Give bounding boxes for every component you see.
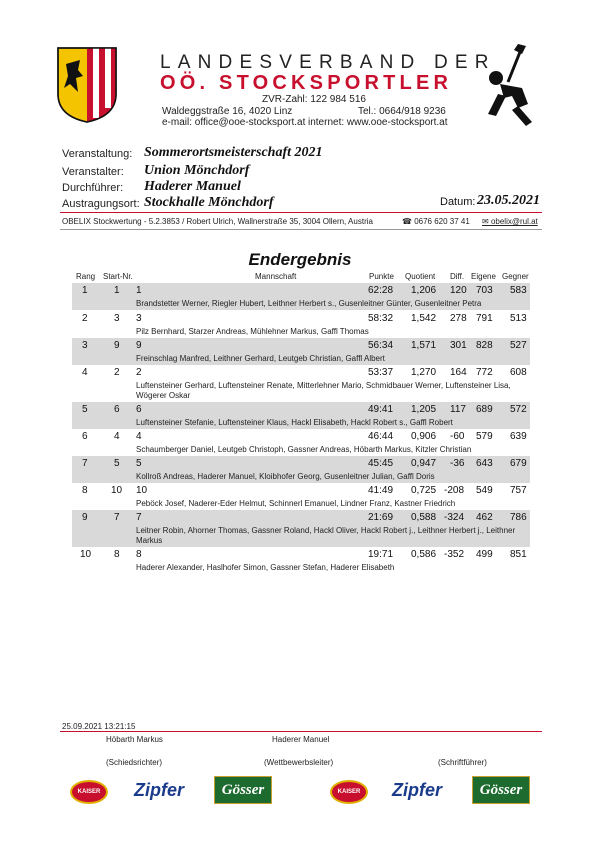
federation-subtitle: OÖ. STOCKSPORTLER <box>160 72 453 94</box>
zvr-number: ZVR-Zahl: 122 984 516 <box>262 94 366 105</box>
start-nr: 8 <box>114 549 120 560</box>
gegner: 639 <box>510 431 527 442</box>
result-row <box>72 483 530 510</box>
start-nr: 1 <box>114 285 120 296</box>
address: Waldeggstraße 16, 4020 Linz <box>162 106 293 117</box>
team: 2 <box>136 367 142 378</box>
eigene: 643 <box>476 458 493 469</box>
team: 5 <box>136 458 142 469</box>
eigene: 772 <box>476 367 493 378</box>
diff: 117 <box>450 404 466 415</box>
result-row <box>72 311 530 338</box>
quotient: 1,270 <box>411 367 437 378</box>
col-punkte: Punkte <box>369 272 394 281</box>
result-row <box>72 547 530 574</box>
diff: -36 <box>450 458 465 469</box>
team: 9 <box>136 340 142 351</box>
col-rang: Rang <box>76 272 96 281</box>
kaiser-logo-text: KAISER <box>337 789 361 795</box>
stocksport-player-icon <box>478 42 544 133</box>
secretary-role: (Schriftführer) <box>438 758 487 767</box>
diff: -324 <box>444 512 465 523</box>
result-row <box>72 456 530 483</box>
kaiser-logo-icon <box>70 780 108 804</box>
col-quotient: Quotient <box>405 272 436 281</box>
team-players: Haderer Alexander, Haslhofer Simon, Gassner Stefan, Haderer Elisabeth <box>136 563 395 572</box>
team-players: Luftensteiner Stefanie, Luftensteiner Klaus, Hackl Elisabeth, Hackl Robert s., Gaffl Robert <box>136 418 453 427</box>
team: 4 <box>136 431 142 442</box>
goesser-logo-icon: Gösser <box>214 776 272 804</box>
col-gegner: Gegner <box>502 272 529 281</box>
team-players: Leitner Robin, Ahorner Thomas, Gassner Roland, Hackl Oliver, Hackl Robert j., Leithner Herbert j., Leithner Markus <box>136 526 516 545</box>
gegner: 572 <box>510 404 527 415</box>
referee-role: (Schiedsrichter) <box>106 758 163 767</box>
durchfuehrer-value: Haderer Manuel <box>144 179 241 194</box>
datum-label: Datum: <box>440 196 476 208</box>
result-row <box>72 365 530 402</box>
col-eigene: Eigene <box>471 272 496 281</box>
durchfuehrer-label: Durchführer: <box>62 182 124 194</box>
rang: 3 <box>82 340 88 351</box>
result-row <box>72 510 530 547</box>
start-nr: 10 <box>111 485 123 496</box>
quotient: 0,586 <box>411 549 437 560</box>
eigene: 499 <box>476 549 493 560</box>
competition-leader-name: Haderer Manuel <box>272 735 330 744</box>
team: 10 <box>136 485 148 496</box>
punkte: 45:45 <box>368 458 394 469</box>
result-row <box>72 338 530 365</box>
phone: Tel.: 0664/918 9236 <box>358 106 446 117</box>
team-players: Brandstetter Werner, Riegler Hubert, Leithner Herbert s., Gusenleitner Günter, Gusenleitner Petra <box>136 299 482 308</box>
diff: 301 <box>450 340 467 351</box>
punkte: 46:44 <box>368 431 394 442</box>
kaiser-logo-text: KAISER <box>77 789 101 795</box>
eigene: 549 <box>476 485 493 496</box>
software-email: obelix@rul.at <box>490 217 538 226</box>
diff: 164 <box>450 367 467 378</box>
start-nr: 6 <box>114 404 120 415</box>
team: 7 <box>136 512 142 523</box>
goesser-logo-icon: Gösser <box>472 776 530 804</box>
zipfer-logo-icon: Zipfer <box>392 780 443 800</box>
eigene: 703 <box>476 285 493 296</box>
veranstaltung-value: Sommerortsmeisterschaft 2021 <box>144 145 323 160</box>
gegner: 513 <box>510 313 527 324</box>
punkte: 19:71 <box>368 549 394 560</box>
rang: 9 <box>82 512 88 523</box>
coat-of-arms-icon <box>56 46 118 129</box>
result-row <box>72 402 530 429</box>
team-players: Pilz Bernhard, Starzer Andreas, Mühlehner Markus, Gaffl Thomas <box>136 327 369 336</box>
gegner: 851 <box>510 549 527 560</box>
datum-value: 23.05.2021 <box>477 193 540 208</box>
result-row <box>72 283 530 310</box>
start-nr: 2 <box>114 367 120 378</box>
team-players: Freinschlag Manfred, Leithner Gerhard, Leutgeb Christian, Gaffl Albert <box>136 354 385 363</box>
punkte: 62:28 <box>368 285 394 296</box>
rang: 2 <box>82 313 88 324</box>
diff: 278 <box>450 313 467 324</box>
gegner: 679 <box>510 458 527 469</box>
quotient: 1,205 <box>411 404 437 415</box>
website: internet: www.ooe-stocksport.at <box>308 117 448 128</box>
diff: -208 <box>444 485 465 496</box>
gegner: 608 <box>510 367 527 378</box>
gegner: 786 <box>510 512 527 523</box>
punkte: 49:41 <box>368 404 394 415</box>
rang: 5 <box>82 404 88 415</box>
software-email-link[interactable]: ✉ obelix@rul.at <box>482 217 538 226</box>
referee-name: Höbarth Markus <box>106 735 163 744</box>
team: 6 <box>136 404 142 415</box>
team: 1 <box>136 285 142 296</box>
quotient: 0,906 <box>411 431 437 442</box>
diff: -352 <box>444 549 465 560</box>
eigene: 579 <box>476 431 493 442</box>
gegner: 583 <box>510 285 527 296</box>
quotient: 1,542 <box>411 313 437 324</box>
veranstaltung-label: Veranstaltung: <box>62 148 133 160</box>
quotient: 1,206 <box>411 285 437 296</box>
austragungsort-value: Stockhalle Mönchdorf <box>144 195 274 210</box>
result-row <box>72 429 530 456</box>
competition-leader-role: (Wettbewerbsleiter) <box>264 758 334 767</box>
quotient: 0,947 <box>411 458 437 469</box>
diff: -60 <box>450 431 465 442</box>
team-players: Schaumberger Daniel, Leutgeb Christoph, Gassner Andreas, Höbarth Markus, Kitzler Christian <box>136 445 472 454</box>
quotient: 0,588 <box>411 512 437 523</box>
punkte: 56:34 <box>368 340 394 351</box>
divider <box>60 229 542 230</box>
eigene: 462 <box>476 512 493 523</box>
eigene: 828 <box>476 340 493 351</box>
divider <box>60 731 542 732</box>
software-phone: ☎ 0676 620 37 41 <box>402 217 470 226</box>
punkte: 53:37 <box>368 367 394 378</box>
email: e-mail: office@ooe-stocksport.at <box>162 117 306 128</box>
zipfer-logo-icon: Zipfer <box>134 780 185 800</box>
team: 8 <box>136 549 142 560</box>
federation-title: LANDESVERBAND DER <box>160 52 496 73</box>
start-nr: 4 <box>114 431 120 442</box>
software-info: OBELIX Stockwertung - 5.2.3853 / Robert Ulrich, Wallnerstraße 35, 3004 Ollern, Austria <box>62 217 373 226</box>
start-nr: 3 <box>114 313 120 324</box>
software-phone-number: 0676 620 37 41 <box>414 217 470 226</box>
col-mannschaft: Mannschaft <box>255 272 297 281</box>
quotient: 1,571 <box>411 340 437 351</box>
punkte: 58:32 <box>368 313 394 324</box>
col-start-nr: Start-Nr. <box>103 272 133 281</box>
result-title: Endergebnis <box>248 250 352 269</box>
rang: 4 <box>82 367 88 378</box>
kaiser-logo-icon <box>330 780 368 804</box>
rang: 7 <box>82 458 88 469</box>
veranstalter-value: Union Mönchdorf <box>144 163 250 178</box>
rang: 8 <box>82 485 88 496</box>
diff: 120 <box>450 285 467 296</box>
start-nr: 9 <box>114 340 120 351</box>
team-players: Kollroß Andreas, Haderer Manuel, Kloibhofer Georg, Gusenleitner Julian, Gaffl Doris <box>136 472 435 481</box>
eigene: 791 <box>476 313 493 324</box>
start-nr: 5 <box>114 458 120 469</box>
gegner: 527 <box>510 340 527 351</box>
team-players: Peböck Josef, Naderer-Eder Helmut, Schinnerl Emanuel, Lindner Franz, Kastner Friedrich <box>136 499 456 508</box>
start-nr: 7 <box>114 512 120 523</box>
eigene: 689 <box>476 404 493 415</box>
print-timestamp: 25.09.2021 13:21:15 <box>62 722 136 731</box>
col-diff: Diff. <box>450 272 465 281</box>
divider <box>60 212 542 213</box>
team-players: Luftensteiner Gerhard, Luftensteiner Renate, Mitterlehner Mario, Schmidbauer Werner, Luftensteiner Lisa, Wögerer Oskar <box>136 381 511 400</box>
quotient: 0,725 <box>411 485 437 496</box>
punkte: 21:69 <box>368 512 394 523</box>
austragungsort-label: Austragungsort: <box>62 198 140 210</box>
rang: 6 <box>82 431 88 442</box>
gegner: 757 <box>510 485 527 496</box>
rang: 1 <box>82 285 88 296</box>
punkte: 41:49 <box>368 485 394 496</box>
team: 3 <box>136 313 142 324</box>
veranstalter-label: Veranstalter: <box>62 166 124 178</box>
rang: 10 <box>80 549 92 560</box>
